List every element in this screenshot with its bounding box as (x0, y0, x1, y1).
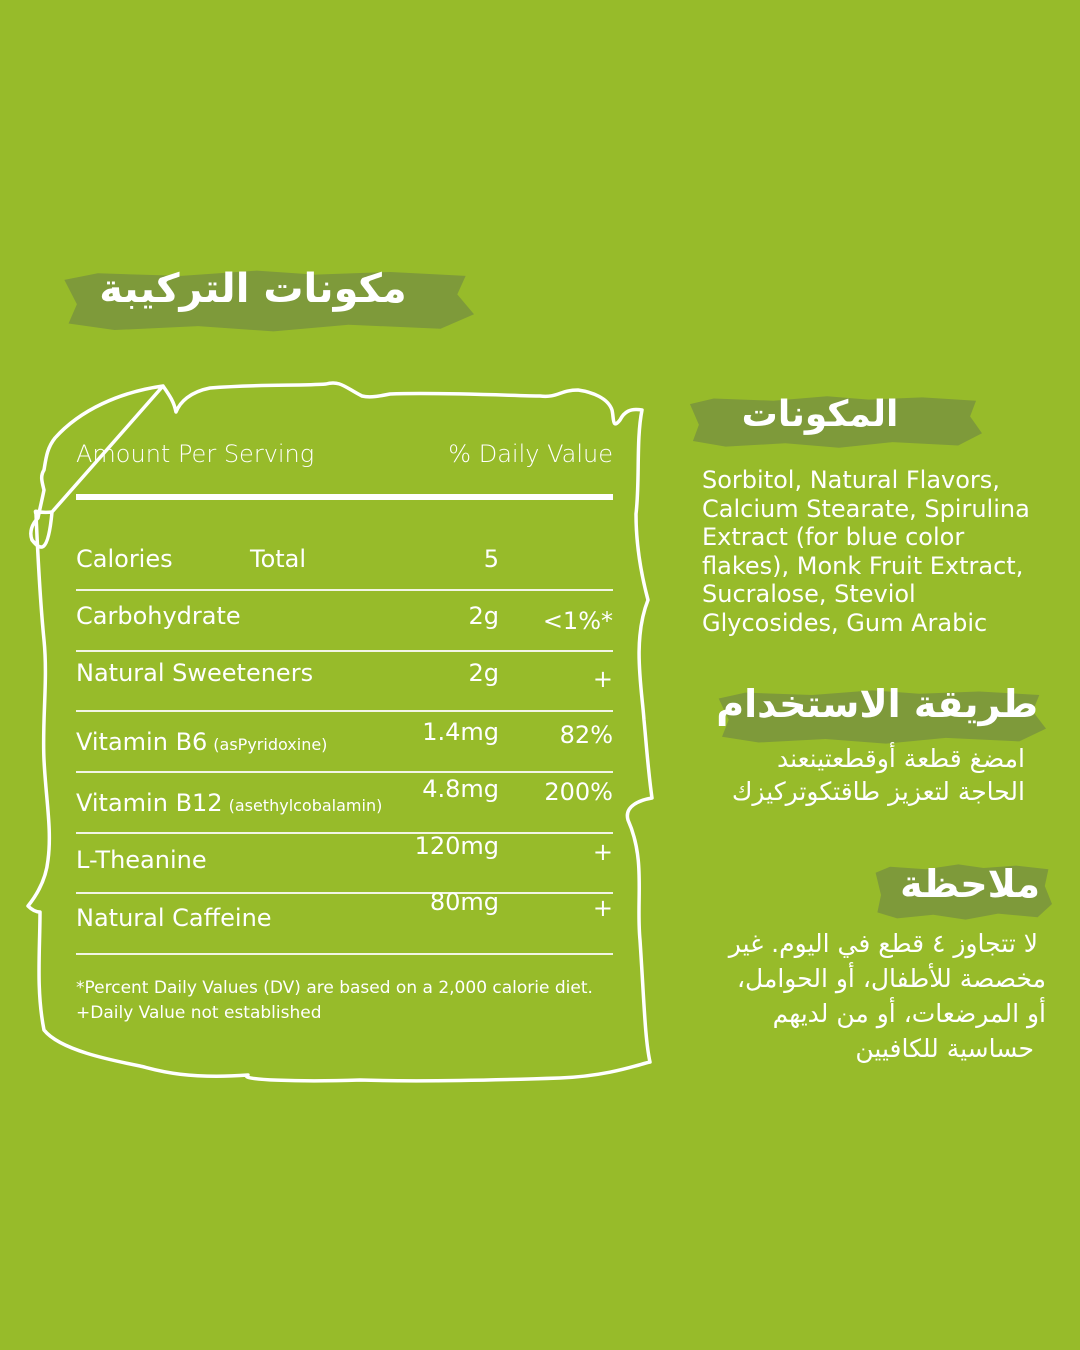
usage-title: طريقة الاستخدام (716, 682, 1038, 726)
row-dv: <1%* (542, 607, 613, 635)
row-dv: + (592, 894, 613, 922)
row-name: Carbohydrate (76, 602, 241, 630)
nutrition-row-calories (76, 545, 613, 585)
row-divider (76, 650, 613, 652)
row-name: Calories (76, 545, 173, 573)
nutrition-footnotes (76, 976, 616, 1026)
row-divider (76, 710, 613, 712)
header-divider (76, 494, 613, 500)
nutrition-header (76, 440, 613, 468)
row-dv: + (592, 665, 613, 693)
row-dv: 82% (559, 721, 613, 749)
nutrition-row-natural-sweeteners (76, 659, 613, 699)
footnote-not-established: +Daily Value not established (76, 1003, 322, 1023)
composition-title: مكونات التركيبة (99, 266, 407, 312)
footnote-dv: *Percent Daily Values (DV) are based on a 2,000 calorie diet. (76, 978, 593, 998)
nutrition-row-l-theanine (76, 832, 613, 872)
usage-line: امضغ قطعة أوقطعتينعند (776, 744, 1025, 773)
row-name-sub: (asethylcobalamin) (228, 796, 383, 815)
row-amount: 1.4mg (422, 718, 499, 746)
note-title: ملاحظة (900, 862, 1040, 906)
row-name-sub: (asPyridoxine) (213, 735, 328, 754)
ingredients-text: Sorbitol, Natural Flavors, Calcium Stearate, Spirulina Extract (for blue color flakes), Monk Fruit Extract, Sucralose, Steviol Glycosides, Gum Arabic (702, 466, 1030, 637)
row-divider (76, 953, 613, 955)
note-line: حساسية للكافيين (855, 1034, 1034, 1063)
row-dv: 200% (544, 778, 613, 806)
row-divider (76, 771, 613, 773)
ingredients-title: المكونات (741, 394, 899, 435)
amount-per-serving-label: Amount Per Serving (76, 440, 315, 468)
row-divider (76, 589, 613, 591)
note-line: لا تتجاوز ٤ قطع في اليوم. غير (728, 929, 1038, 958)
row-name-text: Vitamin B12 (76, 789, 223, 817)
row-amount: 2g (468, 602, 499, 630)
row-name (76, 789, 382, 817)
row-amount: 2g (468, 659, 499, 687)
row-name: L-Theanine (76, 846, 207, 874)
note-line: مخصصة للأطفال، أو الحوامل، (736, 964, 1046, 993)
nutrition-row-vitamin-b12 (76, 775, 613, 815)
row-name-text: Vitamin B6 (76, 728, 208, 756)
usage-text (732, 742, 1025, 808)
nutrition-row-carbohydrate (76, 602, 613, 642)
row-extra: Total (250, 545, 307, 573)
row-amount: 120mg (414, 832, 499, 860)
daily-value-label: % Daily Value (448, 440, 613, 468)
nutrition-row-natural-caffeine (76, 888, 613, 932)
row-dv: + (592, 838, 613, 866)
note-line: أو المرضعات، أو من لديهم (772, 999, 1046, 1028)
nutrition-row-vitamin-b6 (76, 718, 613, 758)
usage-line: الحاجة لتعزيز طاقتكوتركيزك (731, 777, 1025, 806)
row-amount: 5 (483, 545, 499, 573)
note-text (729, 926, 1046, 1066)
row-amount: 80mg (429, 888, 499, 916)
row-amount: 4.8mg (422, 775, 499, 803)
row-name: Natural Sweeteners (76, 659, 314, 687)
row-name: Natural Caffeine (76, 904, 272, 932)
row-name (76, 728, 327, 756)
